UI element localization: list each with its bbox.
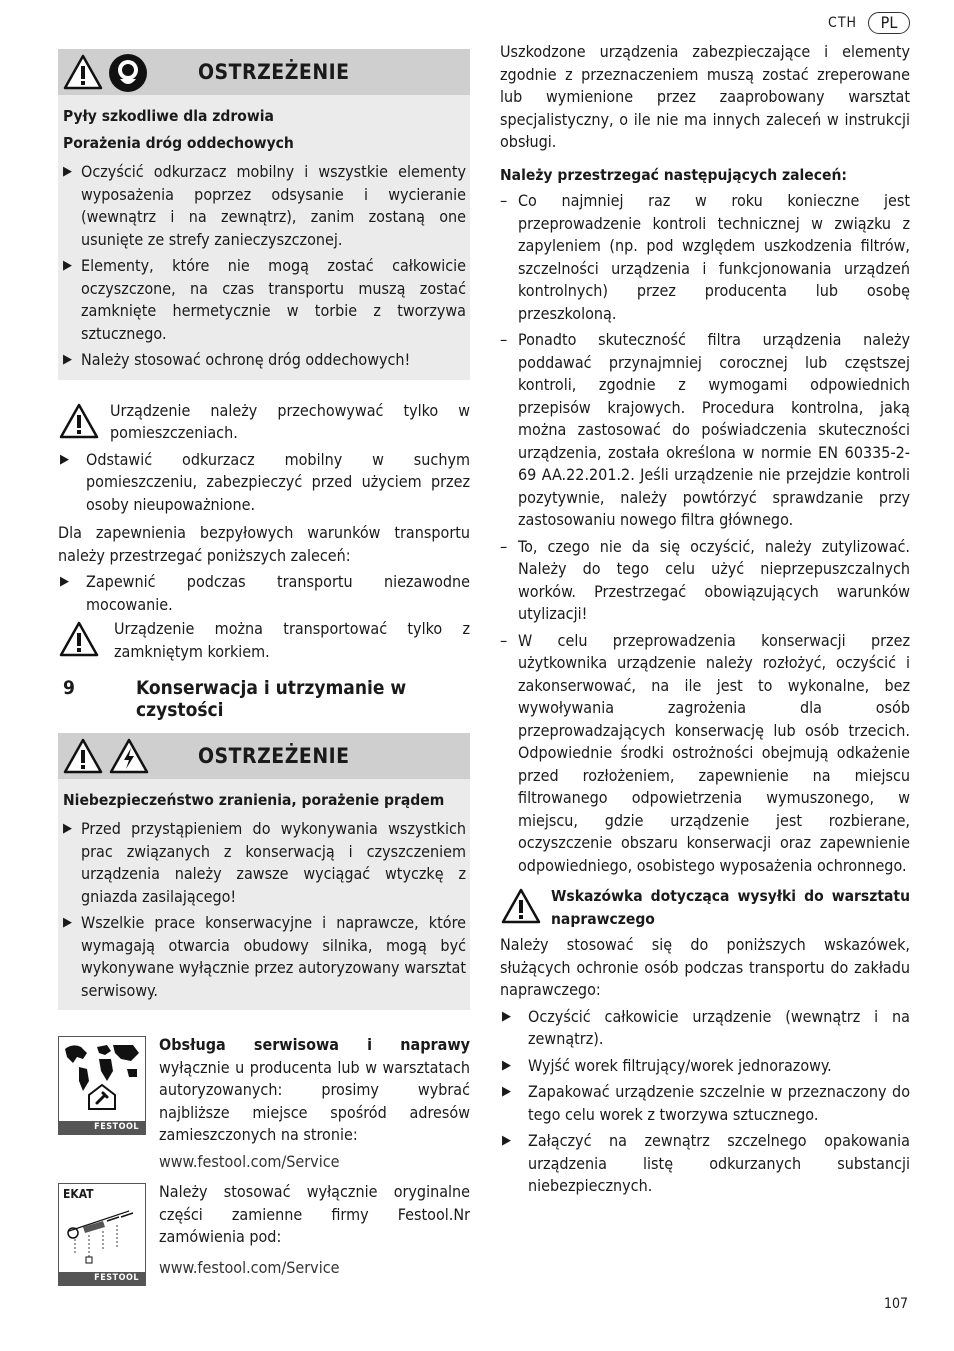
ekat-label: EKAT	[63, 1187, 94, 1201]
list-item: ▶ Oczyścić odkurzacz mobilny i wszystkie elementy wyposażenia poprzez odsysanie i wycieranie (wewnątrz i na zewnątrz), zanim zostaną one usunięte ze strefy zanieczyszczonej.	[63, 162, 466, 249]
shipping-intro: Należy stosować się do poniższych wskazówek, służących ochronie osób podczas transportu do zakładu naprawczego:	[500, 935, 910, 999]
list-item: ▶ Wyjść worek filtrujący/worek jednorazowy.	[500, 1055, 910, 1078]
list-item: ▶ Oczyścić całkowicie urządzenie (wewnątrz i na zewnątrz).	[502, 1006, 910, 1048]
exploded-drawing-icon	[59, 1201, 145, 1265]
warning-triangle-icon	[62, 53, 104, 100]
warning-box-electric	[58, 733, 470, 1010]
bullet-arrow-icon: ▶	[63, 915, 72, 930]
bullet-arrow-icon: ▶	[63, 821, 72, 836]
recommendations-heading: Należy przestrzegać następujących zaleceń:	[500, 165, 847, 184]
list-item: ▶ Należy stosować ochronę dróg oddechowych!	[63, 349, 466, 372]
festool-logo: FESTOOL	[59, 1121, 145, 1134]
warning-header	[58, 49, 470, 95]
service-info	[58, 1034, 470, 1173]
spare-parts-info	[58, 1181, 470, 1283]
list-item: – Ponadto skuteczność filtra urządzenia należy poddawać przynajmniej corocznej lub częstszej kontroli, zgodnie z wymogami odpowiednich przepisów krajowych. Procedura kontrolna, jaką można zastosować do poświadczenia skuteczności urządzenia, została określona w normie EN 60335-2-69 AA.22.201.2. Jeśli urządzenie nie przejdzie kontroli pozytywnie, należy powtórzyć sprawdzanie przy zastosowaniu nowego filtra głównego.	[500, 330, 910, 529]
warning-subtitle: Pyły szkodliwe dla zdrowia	[63, 107, 274, 125]
service-world-map-image	[58, 1036, 146, 1135]
bullet-arrow-icon: ▶	[502, 1057, 511, 1073]
section-number: 9	[63, 677, 75, 699]
bullet-arrow-icon: ▶	[60, 574, 69, 589]
shipping-note: Wskazówka dotycząca wysyłki do warsztatu naprawczego	[500, 885, 910, 930]
list-item: ▶ Przed przystąpieniem do wykonywania wszystkich prac związanych z konserwacją i czyszczeniem urządzenia należy zawsze wyciągać wtyczkę z gniazda zasilającego!	[63, 819, 466, 906]
warning-title: OSTRZEŻENIE	[198, 60, 350, 84]
warning-triangle-icon	[58, 620, 100, 665]
list-item: ▶ Zapewnić podczas transportu niezawodne mocowanie.	[60, 572, 470, 614]
warning-subtitle: Porażenia dróg oddechowych	[63, 134, 294, 152]
section-title: Konserwacja i utrzymanie w czystości	[136, 677, 407, 721]
list-item: – To, czego nie da się oczyścić, należy zutylizować. Należy do tego celu użyć nieprzepuszczalnych worków. Przestrzegać obowiązujących warunków utylizacji!	[500, 536, 910, 623]
transport-intro: Dla zapewnienia bezpyłowych warunków transportu należy przestrzegać poniższych zaleceń:	[58, 523, 470, 565]
spare-parts-image	[58, 1183, 146, 1286]
warning-triangle-icon	[58, 402, 100, 447]
world-map-icon	[59, 1037, 145, 1114]
warning-box-dust	[58, 49, 470, 380]
warning-header	[58, 733, 470, 779]
warning-subtitle: Niebezpieczeństwo zranienia, porażenie prądem	[63, 791, 445, 809]
service-link[interactable]: www.festool.com/Service	[159, 1151, 340, 1171]
spare-parts-link[interactable]: www.festool.com/Service	[159, 1257, 340, 1277]
list-item: ▶ Elementy, które nie mogą zostać całkowicie oczyszczone, na czas transportu muszą zostać zamknięte hermetycznie w torbie z tworzywa sztucznego.	[63, 256, 466, 343]
bullet-arrow-icon: ▶	[502, 1133, 511, 1148]
festool-logo: FESTOOL	[59, 1272, 145, 1285]
electric-shock-icon	[108, 737, 150, 782]
bullet-arrow-icon: ▶	[63, 164, 72, 179]
bullet-arrow-icon: ▶	[63, 352, 72, 367]
bullet-arrow-icon: ▶	[63, 258, 72, 273]
list-item: ▶ Zapakować urządzenie szczelnie w przeznaczony do tego celu worek z tworzywa sztucznego.	[502, 1082, 910, 1124]
bullet-arrow-icon: ▶	[60, 451, 69, 467]
right-column	[500, 41, 910, 1198]
bullet-arrow-icon: ▶	[502, 1084, 511, 1099]
spare-parts-text: Należy stosować wyłącznie oryginalne części zamienne firmy Festool.Nr zamówienia pod:	[159, 1182, 470, 1246]
section-heading	[58, 677, 470, 721]
list-item: ▶ Załączyć na zewnątrz szczelnego opakowania urządzenia listę odkurzanych substancji niebezpiecznych.	[502, 1131, 910, 1195]
language-badge: PL	[868, 12, 910, 34]
list-item: ▶ Wszelkie prace konserwacyjne i naprawcze, które wymagają otwarcia obudowy silnika, mogą być wykonywane wyłącznie przez autoryzowany warsztat serwisowy.	[63, 913, 466, 1000]
warning-triangle-icon	[62, 737, 104, 782]
service-text: Obsługa serwisowa i naprawy wyłącznie u producenta lub w warsztatach autoryzowanych: prosimy wybrać najbliższe miejsce spośród adresów zamieszczonych na stronie:	[159, 1035, 470, 1144]
warning-triangle-icon	[500, 887, 542, 932]
left-column	[58, 49, 470, 1283]
page-number: 107	[883, 1295, 908, 1312]
transport-note: Urządzenie można transportować tylko z zamkniętym korkiem.	[58, 618, 470, 663]
intro-paragraph: Uszkodzone urządzenia zabezpieczające i elementy zgodnie z przeznaczeniem muszą zostać zreperowane lub wymienione przez zaaprobowany warsztat specjalistyczny, o ile nie ma innych zaleceń w instrukcji obsługi.	[500, 42, 910, 151]
model-code: CTH	[828, 15, 857, 31]
list-item: – W celu przeprowadzenia konserwacji przez użytkownika urządzenie należy rozłożyć, oczyścić i zakonserwować, na ile jest to wykonalne, bez wywoływania zagrożenia dla osób przeprowadzających konserwację lub osób trzecich. Odpowiednie środki ostrożności obejmują odkażenie przed rozłożeniem, zapewnienie na miejscu filtrowanego odpowietrzenia wymuszonego, w miejscu, gdzie urządzenie jest rozbierane, oczyszczenie obszaru konserwacji oraz zapewnienie odpowiedniego, osobistego wyposażenia ochronnego.	[500, 630, 910, 875]
storage-note: Urządzenie należy przechowywać tylko w pomieszczeniach.	[58, 400, 470, 445]
respirator-mask-icon	[108, 53, 148, 100]
warning-title: OSTRZEŻENIE	[198, 744, 350, 768]
list-item: – Co najmniej raz w roku konieczne jest przeprowadzenie kontroli technicznej w związku z zapyleniem (np. pod względem uszkodzenia filtrów, szczelności urządzenia i funkcjonowania urządzeń kontrolnych) przez producenta lub osobę przeszkoloną.	[500, 191, 910, 323]
list-item: ▶ Odstawić odkurzacz mobilny w suchym pomieszczeniu, zabezpieczyć przed użyciem przez osoby nieupoważnione.	[60, 449, 470, 514]
bullet-arrow-icon: ▶	[502, 1008, 511, 1024]
